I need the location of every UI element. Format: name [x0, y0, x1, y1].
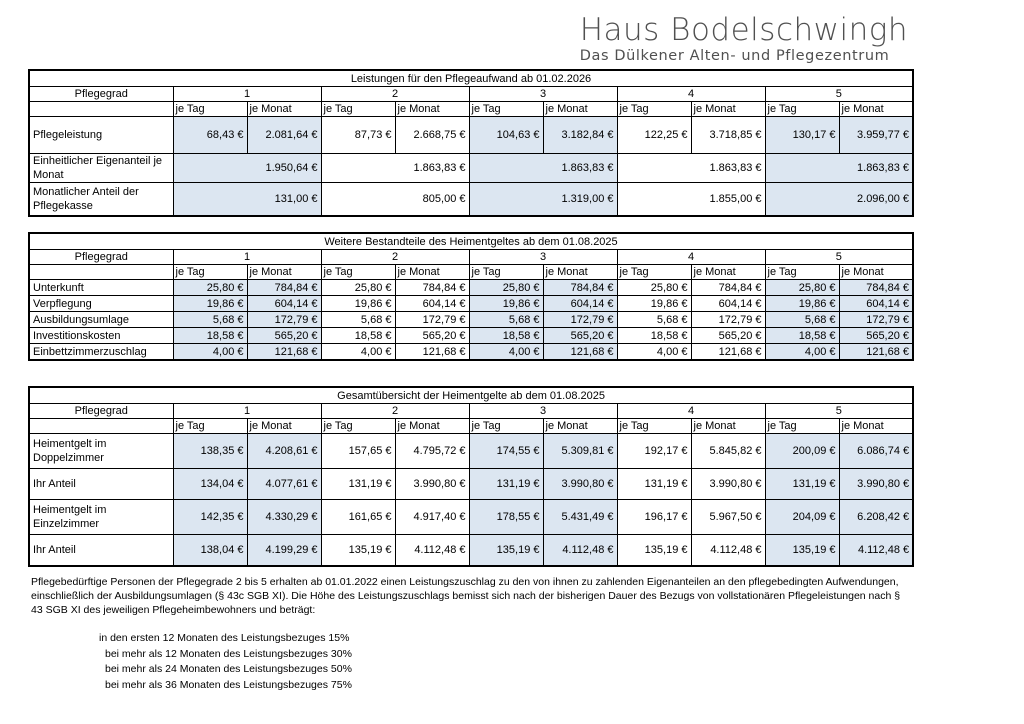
je-monat-header: je Monat: [691, 419, 765, 434]
value-cell: 604,14 €: [395, 296, 469, 312]
value-cell: 4.112,48 €: [395, 535, 469, 567]
je-monat-header: je Monat: [543, 419, 617, 434]
je-tag-header: je Tag: [321, 265, 395, 280]
value-cell: 4.199,29 €: [247, 535, 321, 567]
je-tag-header: je Tag: [469, 419, 543, 434]
row-label: Investitionskosten: [29, 328, 173, 344]
row-label: Einheitlicher Eigenanteil je Monat: [29, 154, 173, 183]
value-cell: 5.309,81 €: [543, 434, 617, 469]
value-cell: 135,19 €: [321, 535, 395, 567]
pflegegrad-1: 1: [173, 404, 321, 419]
value-cell: 4.208,61 €: [247, 434, 321, 469]
value-cell: 1.950,64 €: [247, 154, 321, 183]
value-cell: 604,14 €: [543, 296, 617, 312]
value-cell: 18,58 €: [617, 328, 691, 344]
value-cell: 3.990,80 €: [691, 469, 765, 500]
value-cell: 4.112,48 €: [839, 535, 913, 567]
value-cell: 5.431,49 €: [543, 500, 617, 535]
value-cell: 3.990,80 €: [395, 469, 469, 500]
value-cell: 121,68 €: [247, 344, 321, 361]
je-monat-header: je Monat: [247, 265, 321, 280]
value-cell: 135,19 €: [765, 535, 839, 567]
value-cell: 18,58 €: [469, 328, 543, 344]
value-cell: 1.863,83 €: [691, 154, 765, 183]
table-bestandteile: [28, 232, 914, 361]
value-cell: 172,79 €: [691, 312, 765, 328]
value-cell: 604,14 €: [247, 296, 321, 312]
value-cell: 130,17 €: [765, 117, 839, 154]
je-monat-header: je Monat: [247, 102, 321, 117]
value-cell: 5,68 €: [173, 312, 247, 328]
je-tag-header: je Tag: [321, 419, 395, 434]
note-bullet: bei mehr als 36 Monaten des Leistungsbezuges 75%: [105, 678, 352, 691]
value-cell: 174,55 €: [469, 434, 543, 469]
note-bullet: bei mehr als 12 Monaten des Leistungsbezuges 30%: [105, 647, 352, 660]
pflegegrad-label: Pflegegrad: [29, 87, 173, 102]
table-title: Gesamtübersicht der Heimentgelte ab dem 01.08.2025: [29, 387, 913, 404]
je-tag-header: je Tag: [765, 419, 839, 434]
value-cell: 5,68 €: [469, 312, 543, 328]
row-label: Pflegeleistung: [29, 117, 173, 154]
value-cell: 18,58 €: [321, 328, 395, 344]
pflegegrad-label: Pflegegrad: [29, 250, 173, 265]
value-cell: 784,84 €: [395, 280, 469, 296]
value-cell: [617, 183, 691, 217]
row-label: Einbettzimmerzuschlag: [29, 344, 173, 361]
value-cell: 565,20 €: [839, 328, 913, 344]
value-cell: 3.990,80 €: [543, 469, 617, 500]
row-label: Monatlicher Anteil der Pflegekasse: [29, 183, 173, 217]
pflegegrad-2: 2: [321, 404, 469, 419]
value-cell: [469, 154, 543, 183]
value-cell: 121,68 €: [395, 344, 469, 361]
value-cell: 2.096,00 €: [839, 183, 913, 217]
table-row: [29, 154, 913, 183]
table-title: Weitere Bestandteile des Heimentgeltes ab dem 01.08.2025: [29, 233, 913, 250]
row-label: Ihr Anteil: [29, 469, 173, 500]
value-cell: 1.863,83 €: [395, 154, 469, 183]
value-cell: 784,84 €: [839, 280, 913, 296]
table-row: [29, 344, 913, 361]
value-cell: 5.967,50 €: [691, 500, 765, 535]
table-row: [29, 183, 913, 217]
value-cell: 172,79 €: [395, 312, 469, 328]
je-monat-header: je Monat: [543, 102, 617, 117]
value-cell: 565,20 €: [543, 328, 617, 344]
pflegegrad-2: 2: [321, 250, 469, 265]
row-label: Verpflegung: [29, 296, 173, 312]
value-cell: 4.112,48 €: [543, 535, 617, 567]
value-cell: 196,17 €: [617, 500, 691, 535]
value-cell: 3.718,85 €: [691, 117, 765, 154]
row-label: Ihr Anteil: [29, 535, 173, 567]
value-cell: 200,09 €: [765, 434, 839, 469]
value-cell: [765, 154, 839, 183]
value-cell: 6.086,74 €: [839, 434, 913, 469]
value-cell: 192,17 €: [617, 434, 691, 469]
value-cell: 121,68 €: [839, 344, 913, 361]
pflegegrad-3: 3: [469, 404, 617, 419]
value-cell: 5.845,82 €: [691, 434, 765, 469]
je-tag-header: je Tag: [617, 419, 691, 434]
je-monat-header: je Monat: [839, 419, 913, 434]
value-cell: 1.863,83 €: [543, 154, 617, 183]
value-cell: 121,68 €: [543, 344, 617, 361]
row-label: Ausbildungsumlage: [29, 312, 173, 328]
value-cell: 142,35 €: [173, 500, 247, 535]
value-cell: 25,80 €: [173, 280, 247, 296]
value-cell: 19,86 €: [617, 296, 691, 312]
value-cell: 131,19 €: [617, 469, 691, 500]
note-paragraph: Pflegebedürftige Personen der Pflegegrade 2 bis 5 erhalten ab 01.01.2022 einen Leistungszuschlag zu den von ihnen zu zahlenden Eigenanteilen an den pflegebedingten Aufwendungen, einschließlich der Ausbildungsumlagen (§ 43c SGB XI). Die Höhe des Leistungszuschlags bemisst sich nach der bisherigen Dauer des Bezugs von vollstationären Pflegeleistungen nach § 43 SGB XI des jeweiligen Pflegeheimbewohners und beträgt:: [31, 576, 901, 616]
empty-header-cell: [29, 265, 173, 280]
table-row: [29, 434, 913, 469]
je-monat-header: je Monat: [395, 419, 469, 434]
je-monat-header: je Monat: [543, 265, 617, 280]
value-cell: 2.081,64 €: [247, 117, 321, 154]
value-cell: 19,86 €: [173, 296, 247, 312]
table-row: [29, 117, 913, 154]
value-cell: 25,80 €: [321, 280, 395, 296]
pflegegrad-3: 3: [469, 250, 617, 265]
value-cell: 3.990,80 €: [839, 469, 913, 500]
value-cell: 604,14 €: [839, 296, 913, 312]
je-tag-header: je Tag: [469, 265, 543, 280]
note-bullet: in den ersten 12 Monaten des Leistungsbezuges 15%: [99, 632, 350, 644]
value-cell: 25,80 €: [617, 280, 691, 296]
table-row: [29, 328, 913, 344]
pflegegrad-1: 1: [173, 87, 321, 102]
value-cell: 138,35 €: [173, 434, 247, 469]
value-cell: 18,58 €: [173, 328, 247, 344]
value-cell: 135,19 €: [617, 535, 691, 567]
value-cell: 131,00 €: [247, 183, 321, 217]
table-row: [29, 280, 913, 296]
value-cell: 4,00 €: [173, 344, 247, 361]
value-cell: 6.208,42 €: [839, 500, 913, 535]
value-cell: 784,84 €: [247, 280, 321, 296]
logo-subtitle: Das Dülkener Alten- und Pflegezentrum: [579, 48, 890, 64]
row-label: Unterkunft: [29, 280, 173, 296]
pflegegrad-3: 3: [469, 87, 617, 102]
value-cell: 172,79 €: [247, 312, 321, 328]
je-monat-header: je Monat: [839, 102, 913, 117]
value-cell: 131,19 €: [765, 469, 839, 500]
je-monat-header: je Monat: [395, 265, 469, 280]
value-cell: 4.330,29 €: [247, 500, 321, 535]
value-cell: 1.863,83 €: [839, 154, 913, 183]
row-label: Heimentgelt im Einzelzimmer: [29, 500, 173, 535]
value-cell: 135,19 €: [469, 535, 543, 567]
value-cell: 4,00 €: [321, 344, 395, 361]
empty-header-cell: [29, 419, 173, 434]
value-cell: 5,68 €: [617, 312, 691, 328]
value-cell: [321, 183, 395, 217]
value-cell: [173, 183, 247, 217]
je-tag-header: je Tag: [173, 419, 247, 434]
value-cell: [617, 154, 691, 183]
value-cell: 5,68 €: [765, 312, 839, 328]
value-cell: 1.319,00 €: [543, 183, 617, 217]
pflegegrad-4: 4: [617, 250, 765, 265]
value-cell: 161,65 €: [321, 500, 395, 535]
value-cell: 19,86 €: [469, 296, 543, 312]
value-cell: 134,04 €: [173, 469, 247, 500]
value-cell: 565,20 €: [247, 328, 321, 344]
je-monat-header: je Monat: [247, 419, 321, 434]
je-tag-header: je Tag: [469, 102, 543, 117]
je-tag-header: je Tag: [617, 265, 691, 280]
pflegegrad-5: 5: [765, 404, 913, 419]
note-bullet-list: [99, 631, 352, 693]
je-tag-header: je Tag: [765, 102, 839, 117]
value-cell: 805,00 €: [395, 183, 469, 217]
value-cell: 2.668,75 €: [395, 117, 469, 154]
logo-title: Haus Bodelschwingh: [579, 12, 908, 48]
pflegegrad-4: 4: [617, 87, 765, 102]
je-monat-header: je Monat: [395, 102, 469, 117]
table-row: [29, 535, 913, 567]
value-cell: [173, 154, 247, 183]
je-tag-header: je Tag: [617, 102, 691, 117]
value-cell: 138,04 €: [173, 535, 247, 567]
value-cell: 784,84 €: [691, 280, 765, 296]
table-gesamtuebersicht: [28, 386, 914, 567]
table-title: Leistungen für den Pflegeaufwand ab 01.02.2026: [29, 70, 913, 87]
je-monat-header: je Monat: [691, 102, 765, 117]
value-cell: 122,25 €: [617, 117, 691, 154]
table-row: [29, 469, 913, 500]
value-cell: 172,79 €: [543, 312, 617, 328]
value-cell: 25,80 €: [765, 280, 839, 296]
value-cell: 104,63 €: [469, 117, 543, 154]
value-cell: 4.795,72 €: [395, 434, 469, 469]
pflegegrad-4: 4: [617, 404, 765, 419]
value-cell: 121,68 €: [691, 344, 765, 361]
value-cell: [321, 154, 395, 183]
table-row: [29, 500, 913, 535]
je-tag-header: je Tag: [173, 102, 247, 117]
value-cell: 19,86 €: [321, 296, 395, 312]
pflegegrad-5: 5: [765, 250, 913, 265]
empty-header-cell: [29, 102, 173, 117]
je-tag-header: je Tag: [173, 265, 247, 280]
je-tag-header: je Tag: [765, 265, 839, 280]
value-cell: 4.917,40 €: [395, 500, 469, 535]
value-cell: 25,80 €: [469, 280, 543, 296]
value-cell: 3.182,84 €: [543, 117, 617, 154]
value-cell: 18,58 €: [765, 328, 839, 344]
value-cell: 4.112,48 €: [691, 535, 765, 567]
table-row: [29, 296, 913, 312]
value-cell: 172,79 €: [839, 312, 913, 328]
table-row: [29, 312, 913, 328]
pflegegrad-1: 1: [173, 250, 321, 265]
value-cell: 4.077,61 €: [247, 469, 321, 500]
value-cell: 3.959,77 €: [839, 117, 913, 154]
value-cell: 87,73 €: [321, 117, 395, 154]
pflegegrad-5: 5: [765, 87, 913, 102]
value-cell: 131,19 €: [321, 469, 395, 500]
table-pflegeaufwand: [28, 69, 914, 217]
value-cell: 157,65 €: [321, 434, 395, 469]
note-bullet: bei mehr als 24 Monaten des Leistungsbezuges 50%: [105, 663, 352, 675]
je-monat-header: je Monat: [691, 265, 765, 280]
value-cell: 784,84 €: [543, 280, 617, 296]
row-label: Heimentgelt im Doppelzimmer: [29, 434, 173, 469]
je-tag-header: je Tag: [321, 102, 395, 117]
value-cell: 68,43 €: [173, 117, 247, 154]
value-cell: 565,20 €: [691, 328, 765, 344]
value-cell: 565,20 €: [395, 328, 469, 344]
logo: [580, 14, 908, 64]
value-cell: 204,09 €: [765, 500, 839, 535]
value-cell: [765, 183, 839, 217]
je-monat-header: je Monat: [839, 265, 913, 280]
pflegegrad-label: Pflegegrad: [29, 404, 173, 419]
value-cell: 5,68 €: [321, 312, 395, 328]
value-cell: 4,00 €: [469, 344, 543, 361]
value-cell: 1.855,00 €: [691, 183, 765, 217]
value-cell: 131,19 €: [469, 469, 543, 500]
value-cell: 19,86 €: [765, 296, 839, 312]
value-cell: 4,00 €: [617, 344, 691, 361]
value-cell: [469, 183, 543, 217]
value-cell: 178,55 €: [469, 500, 543, 535]
value-cell: 604,14 €: [691, 296, 765, 312]
value-cell: 4,00 €: [765, 344, 839, 361]
pflegegrad-2: 2: [321, 87, 469, 102]
